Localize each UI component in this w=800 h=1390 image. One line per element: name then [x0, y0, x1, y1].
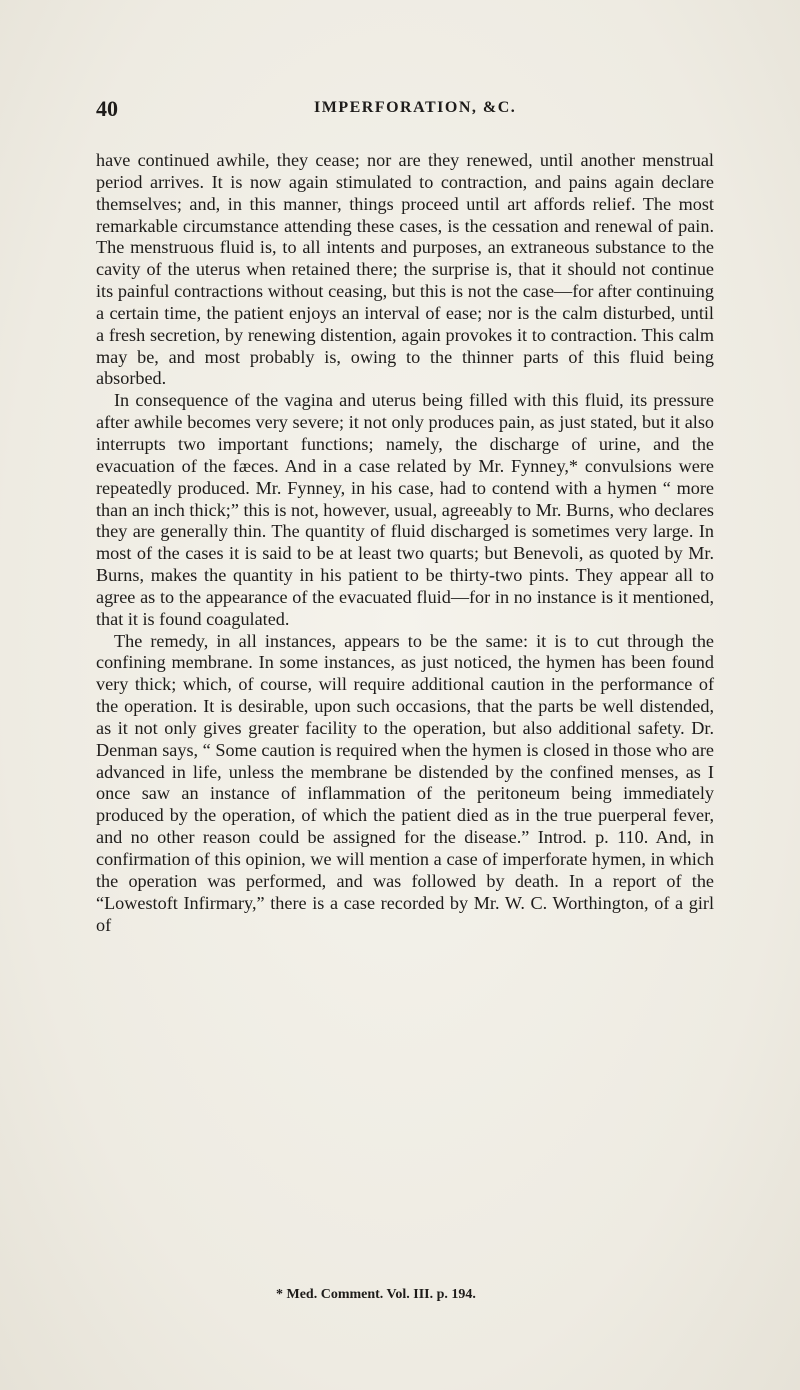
body-text [96, 150, 714, 936]
paragraph: In consequence of the vagina and uterus being filled with this fluid, its pressure after awhile becomes very severe; it not only produces pain, as just stated, but it also interrupts two important functions; namely, the discharge of urine, and the evacuation of the fæces. And in a case related by Mr. Fynney,* convulsions were repeatedly produced. Mr. Fynney, in his case, had to contend with a hymen “ more than an inch thick;” this is not, however, usual, agreeably to Mr. Burns, who declares they are generally thin. The quantity of fluid discharged is sometimes very large. In most of the cases it is said to be at least two quarts; but Benevoli, as quoted by Mr. Burns, makes the quantity in his patient to be thirty-two pints. They appear all to agree as to the appearance of the evacuated fluid—for in no instance is it mentioned, that it is found coagulated. [96, 390, 715, 629]
page-number: 40 [96, 96, 118, 121]
paragraph: The remedy, in all instances, appears to be the same: it is to cut through the confining membrane. In some instances, as just noticed, the hymen has been found very thick; which, of course, will require additional caution in the performance of the operation. It is desirable, upon such occasions, that the parts be well distended, as it not only gives greater facility to the operation, but also additional safety. Dr. Denman says, “ Some caution is required when the hymen is closed in those who are advanced in life, unless the membrane be distended by the confined menses, as I once saw an instance of inflammation of the peritoneum being immediately produced by the operation, of which the patient died as in the true puerperal fever, and no other reason could be assigned for the disease.” Introd. p. 110. And, in confirmation of this opinion, we will mention a case of imperforate hymen, in which the operation was performed, and was followed by death. In a report of the “Lowestoft Infirmary,” there is a case recorded by Mr. W. C. Worthington, of a girl of [96, 630, 714, 935]
paragraph: have continued awhile, they cease; nor are they renewed, until another menstrual period arrives. It is now again stimulated to contraction, and pains again declare themselves; and, in this manner, things proceed until art affords relief. The most remarkable circumstance attending these cases, is the cessation and renewal of pain. The menstruous fluid is, to all intents and purposes, an extraneous substance to the cavity of the uterus when retained there; the surprise is, that it should not continue its painful contractions without ceasing, but this is not the case—for after continuing a certain time, the patient enjoys an interval of ease; nor is the calm disturbed, until a fresh secretion, by renewing distention, again provokes it to contraction. This calm may be, and most probably is, owing to the thinner parts of this fluid being absorbed. [96, 150, 714, 389]
running-head: IMPERFORATION, &C. [314, 99, 517, 116]
page-header [96, 96, 736, 128]
footnote: * Med. Comment. Vol. III. p. 194. [276, 1287, 476, 1302]
